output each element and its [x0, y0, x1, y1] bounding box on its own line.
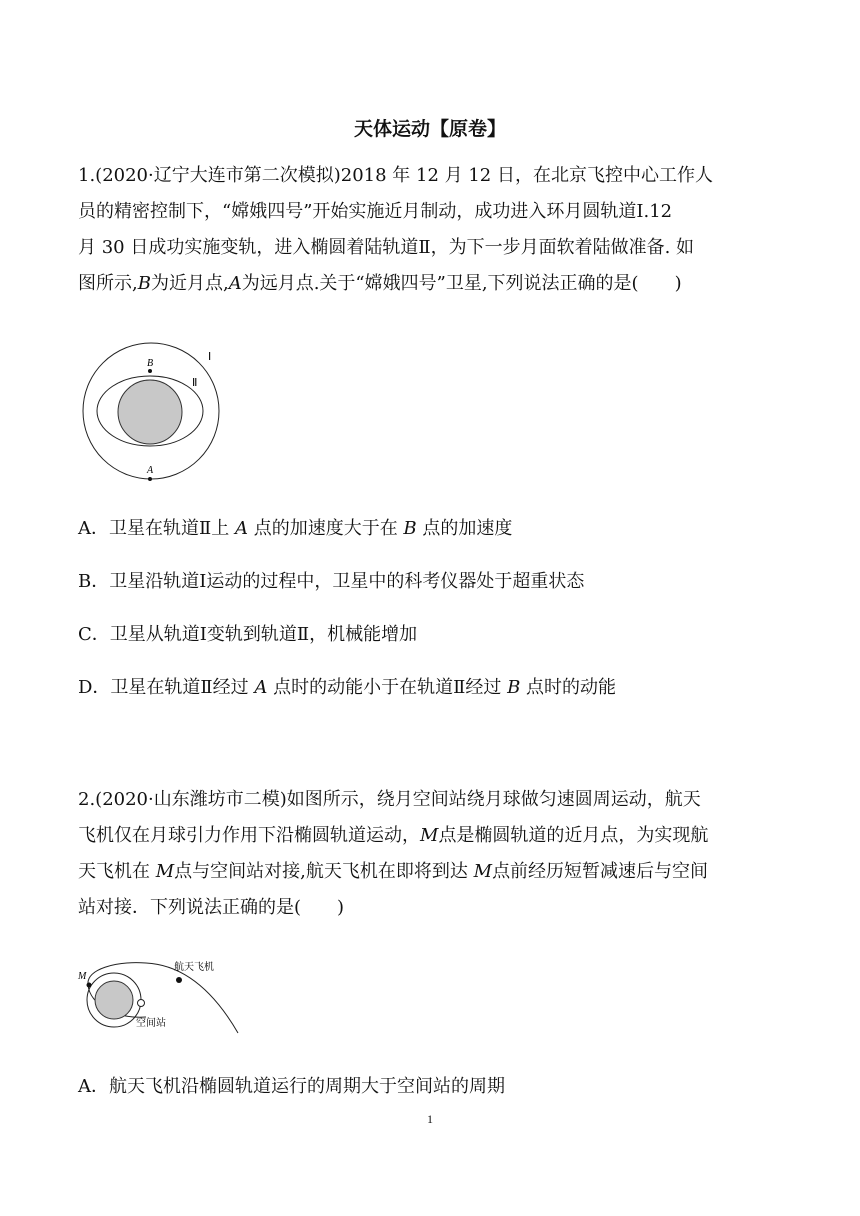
q1-option-d: D．卫星在轨道Ⅱ经过 A 点时的动能小于在轨道Ⅱ经过 B 点时的动能	[78, 677, 617, 698]
label-orbit-2: Ⅱ	[192, 377, 198, 389]
label-orbit-1: Ⅰ	[208, 351, 212, 363]
point-a-dot	[148, 477, 152, 481]
q1-orbit-figure	[80, 340, 230, 485]
q2-option-a: A．航天飞机沿椭圆轨道运行的周期大于空间站的周期	[78, 1076, 505, 1097]
point-m-dot	[87, 983, 92, 988]
label-a: A	[147, 465, 154, 476]
point-b-dot	[148, 369, 152, 373]
moon-disc	[95, 981, 133, 1019]
moon-disc	[118, 380, 182, 444]
q1-option-a: A．卫星在轨道Ⅱ上 A 点的加速度大于在 B 点的加速度	[78, 518, 513, 539]
label-b: B	[147, 358, 154, 369]
q2-line-3: 天飞机在 M点与空间站对接,航天飞机在即将到达 M点前经历短暂减速后与空间	[78, 861, 709, 882]
q1-option-c: C．卫星从轨道Ⅰ变轨到轨道Ⅱ，机械能增加	[78, 624, 418, 645]
q1-line-2: 员的精密控制下，“嫦娥四号”开始实施近月制动，成功进入环月圆轨道Ⅰ.12	[78, 201, 673, 222]
q2-orbit-figure	[76, 955, 246, 1035]
shuttle-dot	[176, 977, 182, 983]
q2-line-1: 2.(2020·山东潍坊市二模)如图所示，绕月空间站绕月球做匀速圆周运动，航天	[78, 789, 701, 810]
page-number: 1	[427, 1112, 433, 1126]
q2-line-2: 飞机仅在月球引力作用下沿椭圆轨道运动，M点是椭圆轨道的近月点，为实现航	[78, 825, 709, 846]
q1-line-1: 1.(2020·辽宁大连市第二次模拟)2018 年 12 月 12 日，在北京飞控中心工作人	[78, 165, 713, 186]
page-title: 天体运动【原卷】	[353, 118, 506, 140]
q1-option-b: B．卫星沿轨道Ⅰ运动的过程中，卫星中的科考仪器处于超重状态	[78, 571, 585, 592]
label-station: 空间站	[136, 1018, 166, 1029]
label-m: M	[78, 971, 87, 982]
question-2-text	[78, 782, 784, 926]
label-shuttle: 航天飞机	[174, 962, 214, 973]
q1-line-4: 图所示,B为近月点,A为远月点.关于“嫦娥四号”卫星,下列说法正确的是( )	[78, 273, 682, 294]
q1-line-3: 月 30 日成功实施变轨，进入椭圆着陆轨道Ⅱ，为下一步月面软着陆做准备. 如	[78, 237, 695, 258]
space-station-dot	[138, 1000, 145, 1007]
question-1-text	[78, 158, 784, 302]
q2-line-4: 站对接．下列说法正确的是( )	[78, 897, 345, 918]
